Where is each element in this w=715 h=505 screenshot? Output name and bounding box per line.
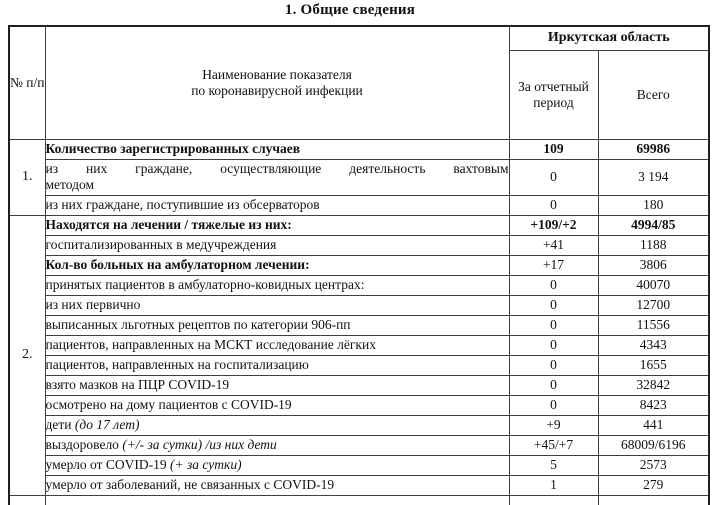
indicator-label-cell: госпитализированных в медучреждения (45, 235, 509, 255)
table-row (9, 255, 709, 275)
indicator-label-cell (45, 455, 509, 475)
total-value-cell: 40070 (598, 275, 709, 295)
total-value-cell: 2573 (598, 455, 709, 475)
indicator-label-cell: принятых пациентов в амбулаторно-ковидных центрах: (45, 275, 509, 295)
period-value-cell: 1 (509, 475, 598, 495)
table-row (9, 315, 709, 335)
indicator-label-cell (45, 435, 509, 455)
table-row (9, 395, 709, 415)
indicator-label-cell: пациентов, направленных на МСКТ исследование лёгких (45, 335, 509, 355)
label-italic: (+/- за сутки) /из них дети (122, 437, 277, 453)
header-indicator-line1: Наименование показателя (202, 66, 352, 82)
table-row (9, 215, 709, 235)
total-value-cell: 4994/85 (598, 215, 709, 235)
period-value-cell: 0 (509, 395, 598, 415)
header-indicator-line2: по коронавирусной инфекции (191, 82, 363, 98)
table-row (9, 159, 709, 195)
period-value-cell: 0 (509, 275, 598, 295)
total-value-cell: 4343 (598, 335, 709, 355)
header-row-region (9, 26, 709, 50)
period-value-cell: +45/+7 (509, 435, 598, 455)
indicator-label-cell: осмотрено на дому пациентов с COVID-19 (45, 395, 509, 415)
period-value-cell: 0 (509, 375, 598, 395)
indicator-label-cell: Находятся на лечении / тяжелые из них: (45, 215, 509, 235)
period-value-cell: 5 (509, 455, 598, 475)
group-number-cell: 2. (9, 215, 45, 495)
total-value-cell: 69986 (598, 139, 709, 159)
period-value-cell: +9 (509, 415, 598, 435)
indicator-label-cell (45, 495, 509, 505)
total-value-cell (598, 495, 709, 505)
total-value-cell: 11556 (598, 315, 709, 335)
total-value-cell: 441 (598, 415, 709, 435)
period-value-cell: 0 (509, 315, 598, 335)
label-line1: из них граждане, осуществляющие деятельность вахтовым (45, 161, 509, 177)
period-value-cell: +17 (509, 255, 598, 275)
label-line2: методом (45, 177, 95, 192)
period-value-cell: +41 (509, 235, 598, 255)
general-info-table (8, 25, 710, 505)
table-row (9, 355, 709, 375)
table-row (9, 295, 709, 315)
table-row (9, 335, 709, 355)
header-region: Иркутская область (509, 26, 709, 50)
period-value-cell: +109/+2 (509, 215, 598, 235)
period-value-cell: 0 (509, 335, 598, 355)
total-value-cell: 3806 (598, 255, 709, 275)
section-title: 1. Общие сведения (284, 2, 416, 18)
table-row (9, 195, 709, 215)
period-value-cell: 0 (509, 355, 598, 375)
table-row (9, 455, 709, 475)
total-value-cell: 68009/6196 (598, 435, 709, 455)
header-col-indicator (45, 26, 509, 139)
period-value-cell: 0 (509, 195, 598, 215)
total-value-cell: 279 (598, 475, 709, 495)
period-value-cell: 0 (509, 295, 598, 315)
label-text: выздоровело (45, 437, 123, 453)
table-row (9, 415, 709, 435)
total-value-cell: 180 (598, 195, 709, 215)
period-value-cell (509, 495, 598, 505)
label-italic: (до 17 лет) (74, 417, 140, 433)
table-row (9, 375, 709, 395)
table-row (9, 475, 709, 495)
total-value-cell: 32842 (598, 375, 709, 395)
indicator-label-cell: умерло от заболеваний, не связанных с COVID-19 (45, 475, 509, 495)
table-row (9, 139, 709, 159)
indicator-label-cell (45, 159, 509, 195)
indicator-label-cell: из них первично (45, 295, 509, 315)
total-value-cell: 1655 (598, 355, 709, 375)
total-value-cell: 12700 (598, 295, 709, 315)
header-col-total: Всего (598, 50, 709, 139)
label-italic: (+ за сутки) (170, 457, 242, 473)
label-text: умерло от COVID-19 (45, 457, 171, 473)
indicator-label-cell: Кол-во больных на амбулаторном лечении: (45, 255, 509, 275)
table-row-cutoff (9, 495, 709, 505)
table-row (9, 435, 709, 455)
label-text: дети (45, 417, 75, 433)
indicator-label-cell: выписанных льготных рецептов по категории 906-пп (45, 315, 509, 335)
header-col-period: За отчетный период (509, 50, 598, 139)
indicator-label-cell (45, 415, 509, 435)
group-number-cell (9, 495, 45, 505)
group-number-cell: 1. (9, 139, 45, 215)
indicator-label-cell: из них граждане, поступившие из обсерваторов (45, 195, 509, 215)
total-value-cell: 8423 (598, 395, 709, 415)
indicator-label-cell: Количество зарегистрированных случаев (45, 139, 509, 159)
total-value-cell: 1188 (598, 235, 709, 255)
header-col-number: № п/п (9, 26, 45, 139)
total-value-cell: 3 194 (598, 159, 709, 195)
period-value-cell: 0 (509, 159, 598, 195)
indicator-label-cell: пациентов, направленных на госпитализацию (45, 355, 509, 375)
table-row (9, 275, 709, 295)
indicator-label-cell: взято мазков на ПЦР COVID-19 (45, 375, 509, 395)
table-row (9, 235, 709, 255)
period-value-cell: 109 (509, 139, 598, 159)
